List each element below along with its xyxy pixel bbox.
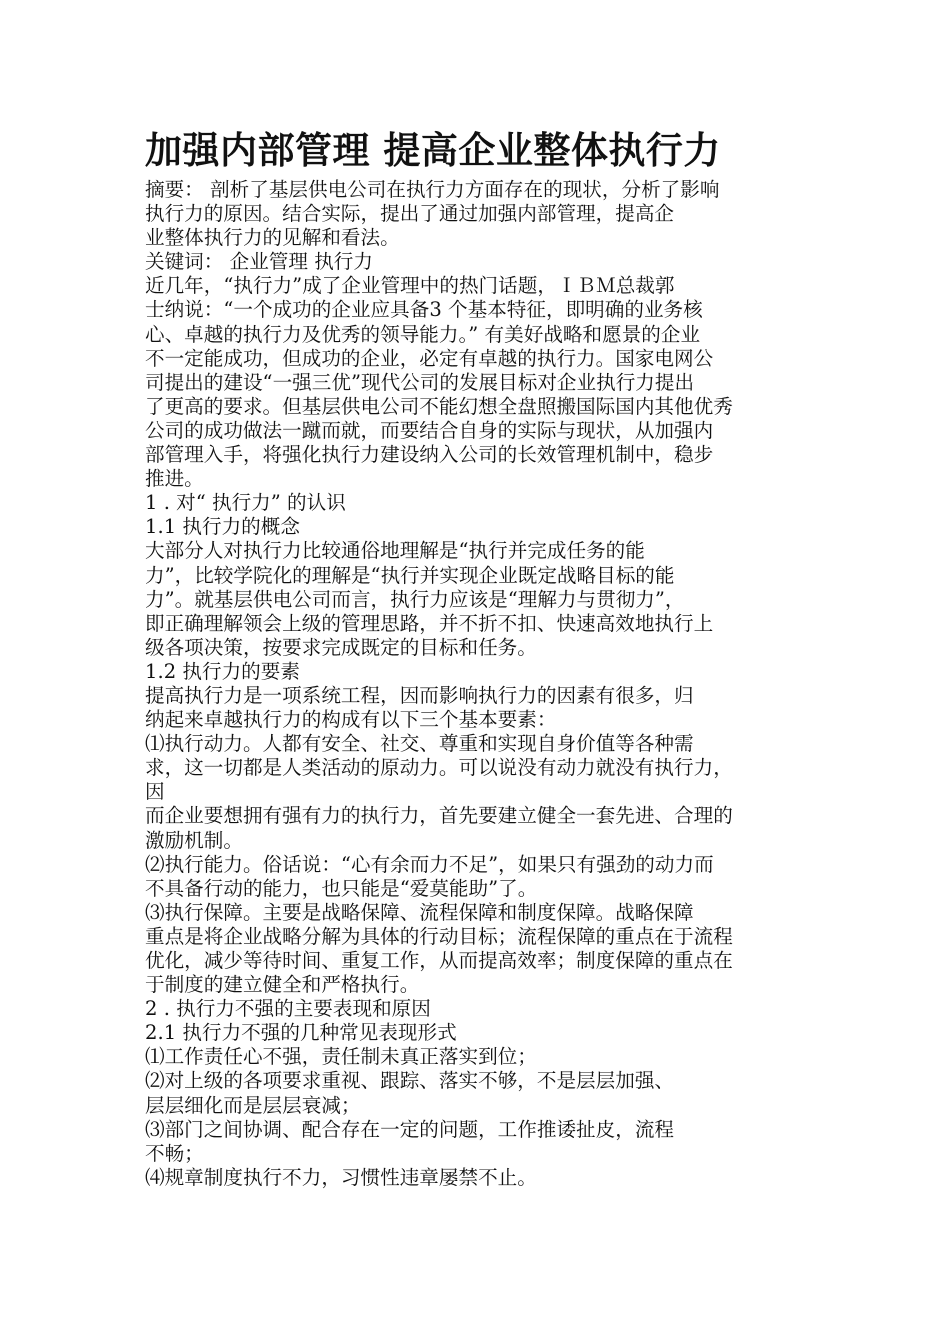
abstract-line: 执行力的原因。结合实际，提出了通过加强内部管理，提高企: [145, 202, 675, 226]
list-item-line: 激励机制。: [145, 828, 243, 852]
subsection-heading: 2.1 执行力不强的几种常见表现形式: [145, 1021, 457, 1045]
body-line: 大部分人对执行力比较通俗地理解是“执行并完成任务的能: [145, 539, 645, 563]
section-heading: 2 . 执行力不强的主要表现和原因: [145, 997, 431, 1021]
list-item-line: 不具备行动的能力，也只能是“爱莫能助”了。: [145, 876, 538, 900]
body-line: 力”。就基层供电公司而言，执行力应该是“理解力与贯彻力”，: [145, 587, 685, 611]
list-item-line: 因: [145, 780, 165, 804]
body-line: 了更高的要求。但基层供电公司不能幻想全盘照搬国际国内其他优秀: [145, 394, 733, 418]
body-line: 不一定能成功，但成功的企业，必定有卓越的执行力。国家电网公: [145, 346, 714, 370]
list-item-line: ⑴执行动力。人都有安全、社交、尊重和实现自身价值等各种需: [145, 732, 694, 756]
body-line: 心、卓越的执行力及优秀的领导能力。” 有美好战略和愿景的企业: [145, 322, 701, 346]
abstract-line: 摘要： 剖析了基层供电公司在执行力方面存在的现状，分析了影响: [145, 178, 720, 201]
list-item-line: 不畅；: [145, 1141, 204, 1165]
list-item-line: ⑷规章制度执行不力，习惯性违章屡禁不止。: [145, 1165, 537, 1189]
subsection-heading: 1.1 执行力的概念: [145, 515, 300, 539]
list-item-line: ⑶部门之间协调、配合存在一定的问题，工作推诿扯皮，流程: [145, 1117, 675, 1141]
list-item-line: ⑵对上级的各项要求重视、跟踪、落实不够，不是层层加强、: [145, 1069, 675, 1093]
list-item-line: ⑶执行保障。主要是战略保障、流程保障和制度保障。战略保障: [145, 900, 694, 924]
document-title: 加强内部管理 提高企业整体执行力: [145, 129, 721, 172]
body-line: 级各项决策，按要求完成既定的目标和任务。: [145, 635, 537, 659]
document-body: [145, 178, 815, 1190]
list-item-line: ⑴工作责任心不强，责任制未真正落实到位；: [145, 1045, 537, 1069]
list-item-line: 求，这一切都是人类活动的原动力。可以说没有动力就没有执行力，: [145, 756, 733, 780]
body-line: 司提出的建设“一强三优”现代公司的发展目标对企业执行力提出: [145, 370, 695, 394]
body-line: 纳起来卓越执行力的构成有以下三个基本要素：: [145, 708, 557, 732]
body-line: 提高执行力是一项系统工程，因而影响执行力的因素有很多，归: [145, 683, 694, 707]
keywords-line: 关键词： 企业管理 执行力: [145, 250, 373, 274]
list-item-line: 而企业要想拥有强有力的执行力，首先要建立健全一套先进、合理的: [145, 804, 733, 828]
list-item-line: ⑵执行能力。俗话说：“心有余而力不足”，如果只有强劲的动力而: [145, 852, 714, 876]
list-item-line: 优化，减少等待时间、重复工作，从而提高效率；制度保障的重点在: [145, 949, 733, 972]
list-item-line: 于制度的建立健全和严格执行。: [145, 973, 420, 997]
body-line: 部管理入手，将强化执行力建设纳入公司的长效管理机制中，稳步: [145, 443, 714, 467]
body-line: 力”，比较学院化的理解是“执行并实现企业既定战略目标的能: [145, 563, 675, 587]
body-line: 即正确理解领会上级的管理思路，并不折不扣、快速高效地执行上: [145, 611, 714, 635]
abstract-line: 业整体执行力的见解和看法。: [145, 226, 400, 250]
body-line: 推进。: [145, 467, 204, 491]
section-heading: 1 . 对“ 执行力” 的认识: [145, 491, 346, 515]
body-line: 近几年，“执行力”成了企业管理中的热门话题，ＩＢＭ总裁郭: [145, 274, 675, 298]
document-page: [145, 126, 815, 1190]
body-line: 士纳说：“一个成功的企业应具备3 个基本特征，即明确的业务核: [145, 298, 703, 322]
subsection-heading: 1.2 执行力的要素: [145, 659, 300, 683]
body-line: 公司的成功做法一蹴而就，而要结合自身的实际与现状，从加强内: [145, 418, 714, 442]
list-item-line: 层层细化而是层层衰减；: [145, 1093, 361, 1117]
list-item-line: 重点是将企业战略分解为具体的行动目标；流程保障的重点在于流程: [145, 924, 733, 948]
